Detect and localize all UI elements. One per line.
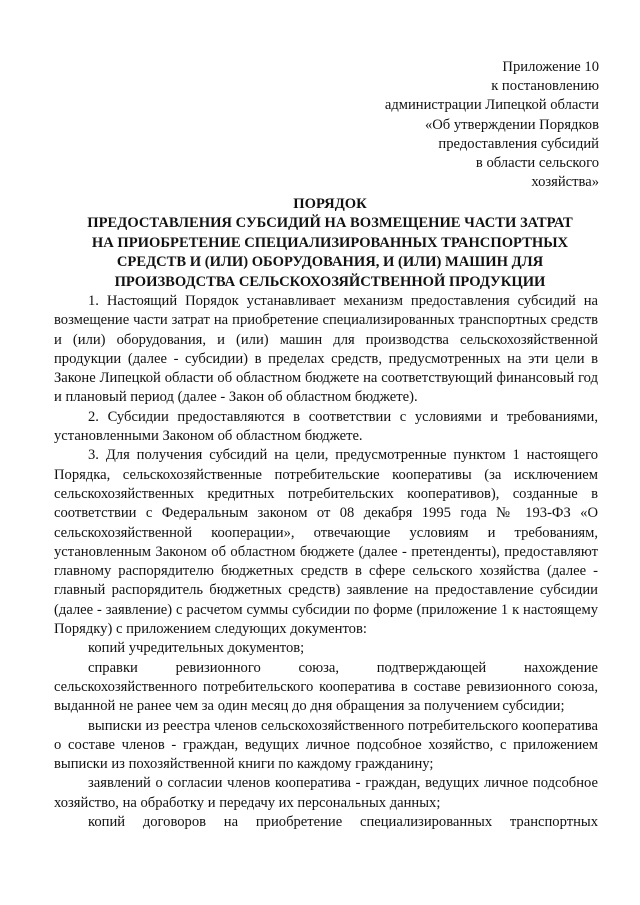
list-item: копий договоров на приобретение специализированных транспортных — [88, 814, 598, 831]
title-line: ПОРЯДОК — [293, 196, 367, 212]
appendix-line: «Об утверждении Порядков — [424, 116, 599, 133]
paragraph-1 — [54, 292, 598, 408]
appendix-line: в области сельского — [475, 155, 599, 172]
document-body — [54, 292, 598, 832]
list-item: выписки из реестра членов сельскохозяйственного потребительского кооператива о составе членов - граждан, ведущих личное подсобное хозяйство, с приложением выписки из похозяйственной книги по каждому гражданину; — [54, 717, 598, 773]
title-line: ПРОИЗВОДСТВА СЕЛЬСКОХОЗЯЙСТВЕННОЙ ПРОДУКЦИИ — [114, 273, 546, 290]
document-title — [70, 195, 590, 292]
appendix-header — [385, 58, 599, 192]
list-item: копий учредительных документов; — [88, 640, 305, 657]
appendix-line: предоставления субсидий — [438, 135, 599, 152]
appendix-line: к постановлению — [491, 78, 599, 95]
list-item: справки ревизионного союза, подтверждающей нахождение сельскохозяйственного потребительского кооператива в составе ревизионного союза, выданной не ранее чем за один месяц до дня обращения за получением субсидии; — [54, 659, 598, 715]
appendix-line: хозяйства» — [531, 174, 599, 191]
title-line: ПРЕДОСТАВЛЕНИЯ СУБСИДИЙ НА ВОЗМЕЩЕНИЕ ЧАСТИ ЗАТРАТ — [87, 215, 573, 232]
paragraph-1-text: 1. Настоящий Порядок устанавливает механизм предоставления субсидий на возмещение части затрат на приобретение специализированных транспортных средств и (или) оборудования, и (или) машин для производства сельскохозяйственной продукции (далее - субсидии) в пределах средств, предусмотренных на эти цели в Законе Липецкой области об областном бюджете на соответствующий финансовый год и плановый период (далее - Закон об областном бюджете). — [54, 293, 598, 406]
appendix-line: Приложение 10 — [502, 59, 599, 75]
title-line: НА ПРИОБРЕТЕНИЕ СПЕЦИАЛИЗИРОВАННЫХ ТРАНСПОРТНЫХ — [91, 234, 569, 251]
title-line: СРЕДСТВ И (ИЛИ) ОБОРУДОВАНИЯ, И (ИЛИ) МАШИН ДЛЯ — [116, 254, 544, 271]
paragraph-3: 3. Для получения субсидий на цели, предусмотренные пунктом 1 настоящего Порядка, сельскохозяйственные потребительские кооперативы (за исключением сельскохозяйственных кредитных потребительских кооперативов), созданные в соответствии с Федеральным законом от 08 декабря 1995 года № 193-ФЗ «О сельскохозяйственной кооперации», отвечающие условиям и требованиям, установленным Законом об областном бюджете (далее - претенденты), предоставляют главному распорядителю бюджетных средств в сфере сельского хозяйства (далее - главный распорядитель бюджетных средств) заявление на предоставление субсидии (далее - заявление) с расчетом суммы субсидии по форме (приложение 1 к настоящему Порядку) с приложением следующих документов: — [54, 447, 598, 638]
list-item: заявлений о согласии членов кооператива - граждан, ведущих личное подсобное хозяйство, на обработку и передачу их персональных данных; — [54, 775, 598, 811]
appendix-line: администрации Липецкой области — [384, 97, 599, 114]
paragraph-2: 2. Субсидии предоставляются в соответствии с условиями и требованиями, установленными Законом об областном бюджете. — [54, 408, 598, 445]
